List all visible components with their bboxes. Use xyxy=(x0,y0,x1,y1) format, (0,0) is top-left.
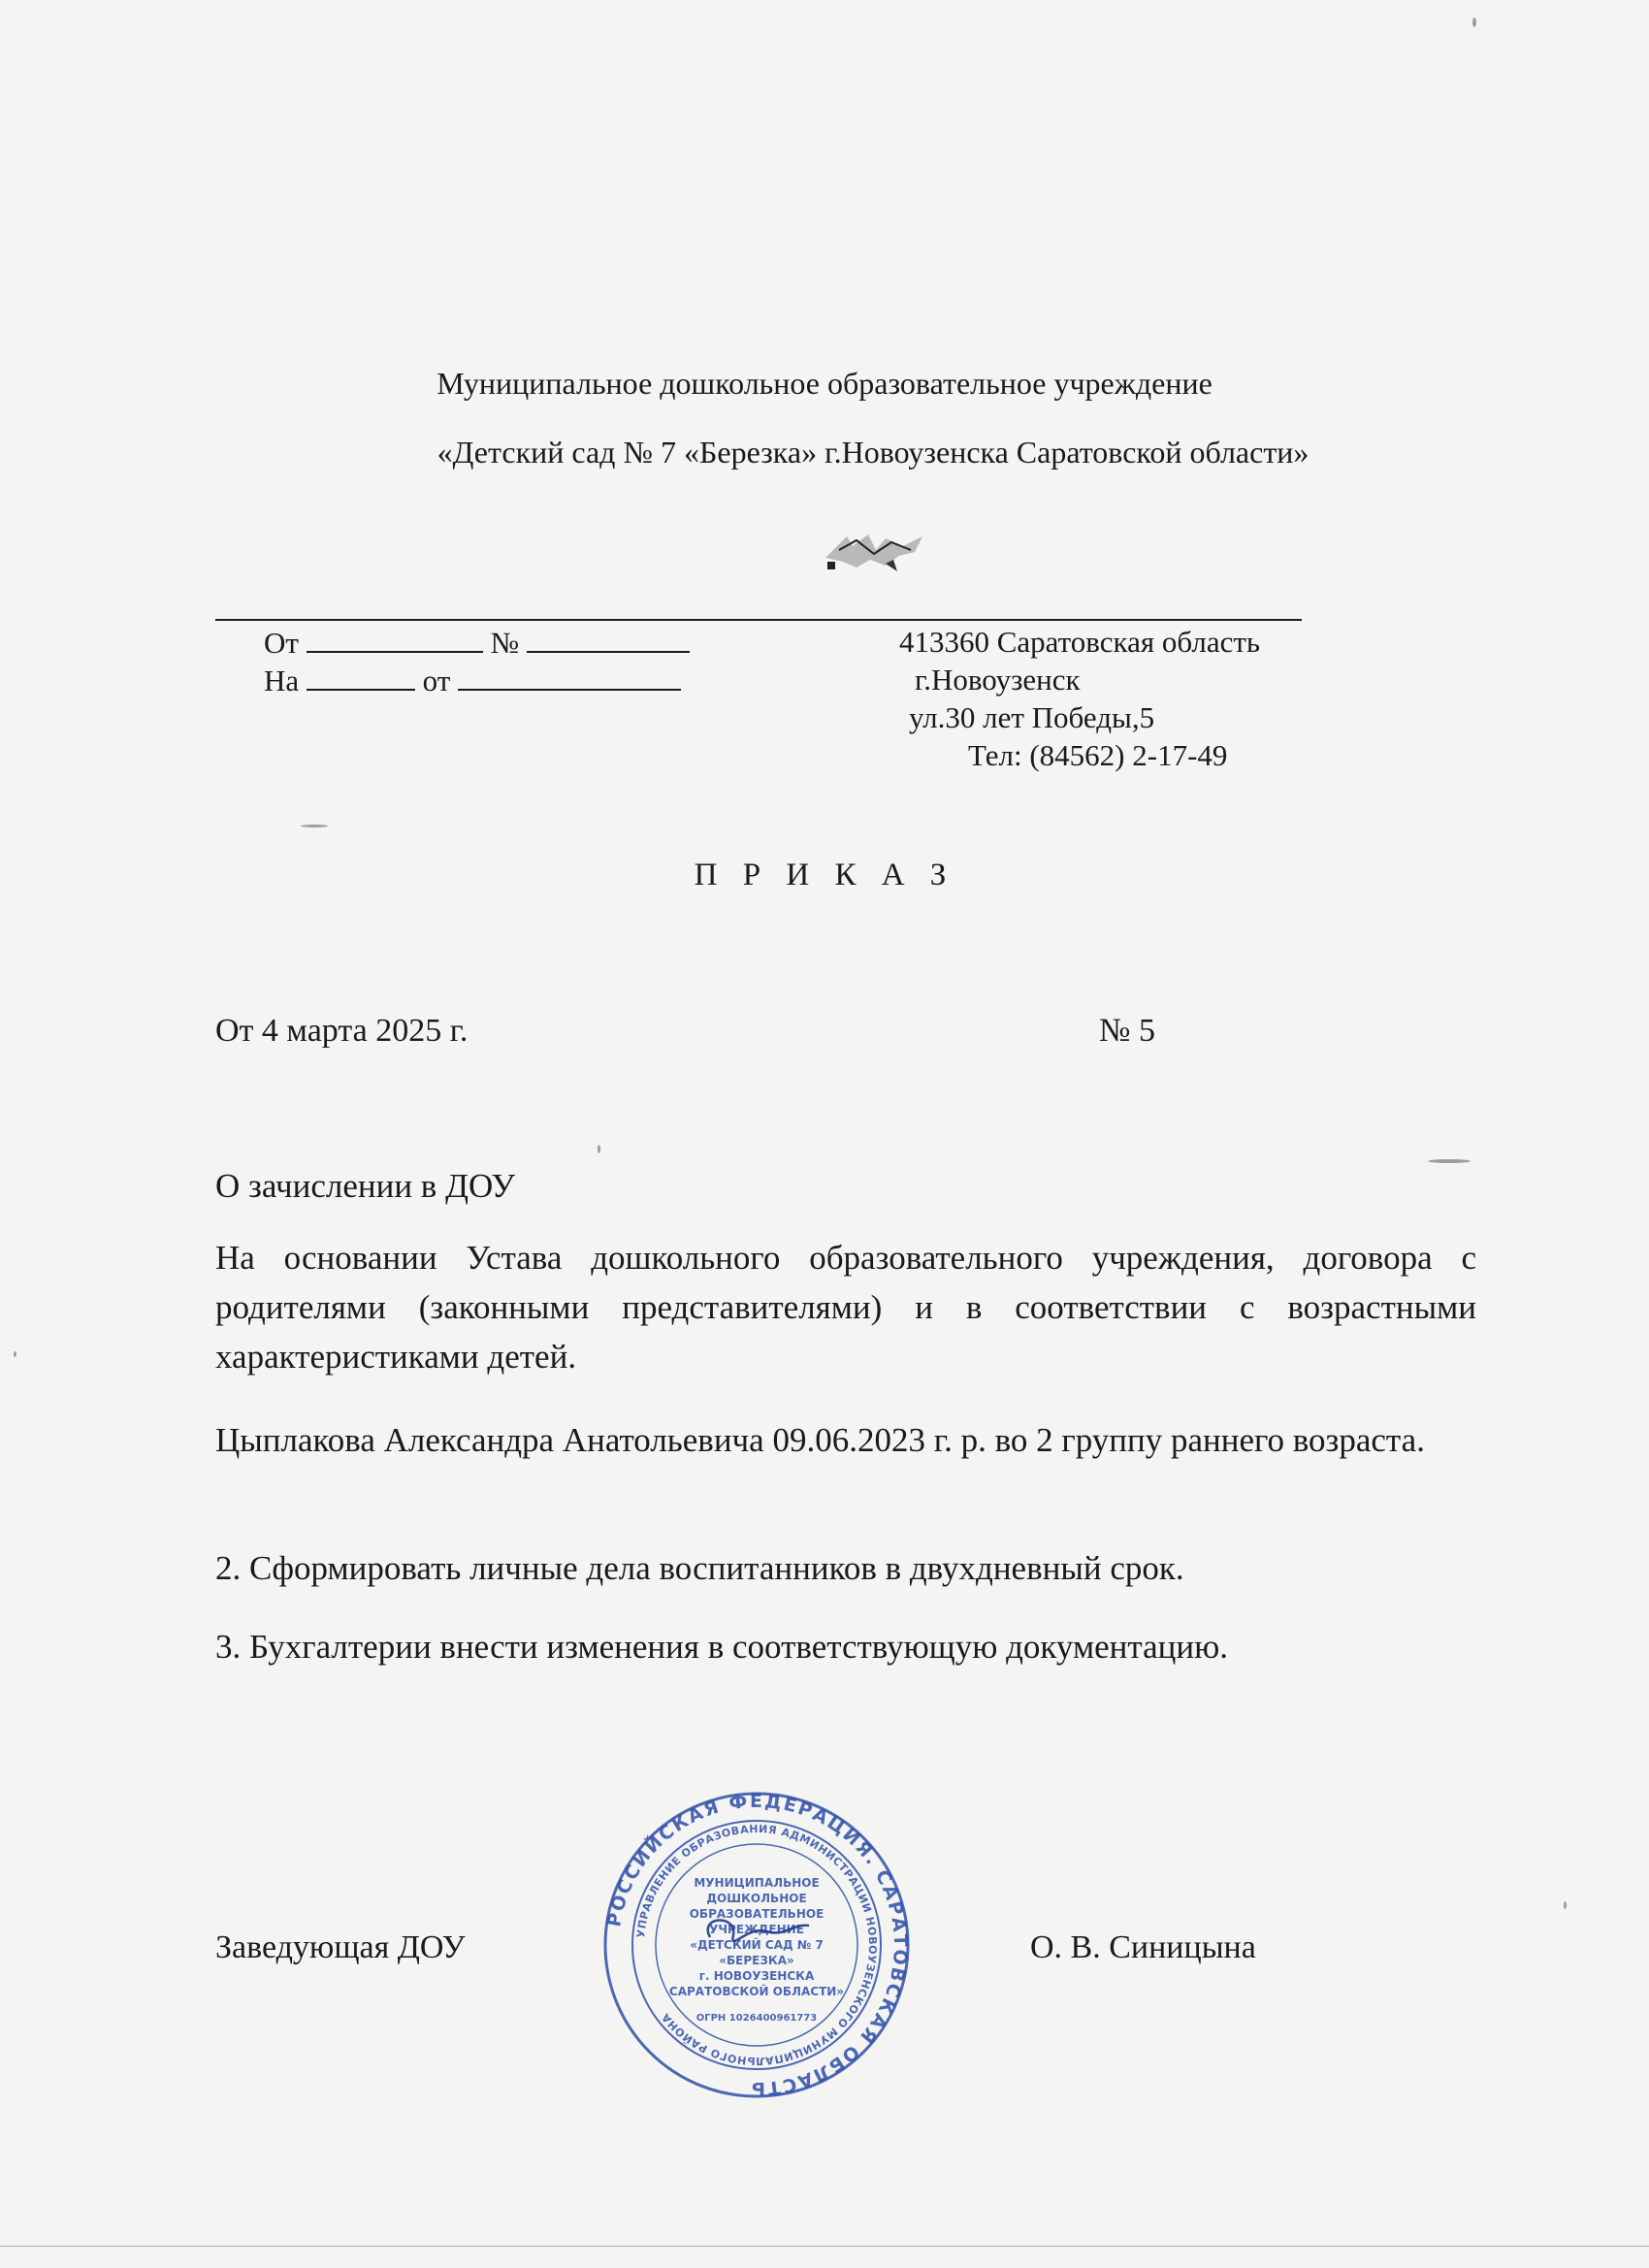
signatory-position: Заведующая ДОУ xyxy=(215,1929,466,1965)
document-title: П Р И К А З xyxy=(694,858,955,892)
stamp-ogrn: ОГРН 1026400961773 xyxy=(695,2013,818,2024)
scan-speck xyxy=(301,825,328,827)
official-stamp xyxy=(601,1790,912,2100)
order-item-1: Цыплакова Александра Анатольевича 09.06.2023 г. р. во 2 группу раннего возраста. xyxy=(215,1421,1425,1459)
reply-number-blank xyxy=(307,662,415,691)
order-basis-paragraph: На основании Устава дошкольного образовательного учреждения, договора с родителями (законными представителями) и в соответствии с возрастными характеристиками детей. xyxy=(215,1239,1476,1376)
from-date-blank xyxy=(307,624,483,653)
stamp-outer-text: РОССИЙСКАЯ ФЕДЕРАЦИЯ. САРАТОВСКАЯ ОБЛАСТЬ xyxy=(603,1790,912,2100)
kindergarten-logo-icon xyxy=(818,517,934,580)
stamp-inner-text: УПРАВЛЕНИЕ ОБРАЗОВАНИЯ АДМИНИСТРАЦИИ НОВОУЗЕНСКОГО МУНИЦИПАЛЬНОГО РАЙОНА xyxy=(634,1822,880,2068)
org-name-line2: «Детский сад № 7 «Березка» г.Новоузенска Саратовской области» xyxy=(436,435,1310,470)
order-date: От 4 марта 2025 г. xyxy=(215,1013,469,1049)
address-line3: ул.30 лет Победы,5 xyxy=(909,700,1155,734)
from-number-blank xyxy=(527,624,690,653)
order-number: № 5 xyxy=(1099,1013,1155,1049)
stamp-center-line: г. НОВОУЗЕНСКА xyxy=(698,1969,815,1983)
address-line2: г.Новоузенск xyxy=(915,663,1081,697)
phone-line: Тел: (84562) 2-17-49 xyxy=(968,738,1228,772)
stamp-center-line: «БЕРЕЗКА» xyxy=(719,1954,794,1967)
header-divider xyxy=(215,619,1302,621)
stamp-center-line: МУНИЦИПАЛЬНОЕ xyxy=(694,1876,820,1890)
signatory-name: О. В. Синицына xyxy=(1030,1929,1256,1965)
stamp-center-line: ОБРАЗОВАТЕЛЬНОЕ xyxy=(689,1907,824,1921)
stamp-center-line: УЧРЕЖДЕНИЕ xyxy=(709,1923,804,1936)
order-item-2: 2. Сформировать личные дела воспитанников в двухдневный срок. xyxy=(215,1549,1184,1587)
scan-speck xyxy=(14,1351,16,1357)
scan-speck xyxy=(1428,1159,1471,1163)
stamp-center-line: ДОШКОЛЬНОЕ xyxy=(706,1892,807,1905)
scan-edge-line xyxy=(0,2246,1649,2247)
reply-line xyxy=(264,662,681,698)
org-name-line1: Муниципальное дошкольное образовательное учреждение xyxy=(436,366,1212,401)
stamp-center-line: САРАТОВСКОЙ ОБЛАСТИ» xyxy=(668,1985,845,1998)
number-sign: № xyxy=(490,626,520,660)
scan-speck xyxy=(1472,17,1476,27)
from-label: От xyxy=(264,626,299,660)
of-label: от xyxy=(422,664,451,697)
address-line1: 413360 Саратовская область xyxy=(899,625,1261,659)
order-subject: О зачислении в ДОУ xyxy=(215,1167,516,1205)
scan-speck xyxy=(598,1145,600,1153)
order-item-3: 3. Бухгалтерии внести изменения в соответствующую документацию. xyxy=(215,1628,1228,1666)
reply-label: На xyxy=(264,664,300,697)
scan-speck xyxy=(1564,1901,1567,1909)
from-number-line xyxy=(264,624,690,661)
stamp-center-line: «ДЕТСКИЙ САД № 7 xyxy=(690,1938,824,1952)
reply-date-blank xyxy=(458,662,681,691)
